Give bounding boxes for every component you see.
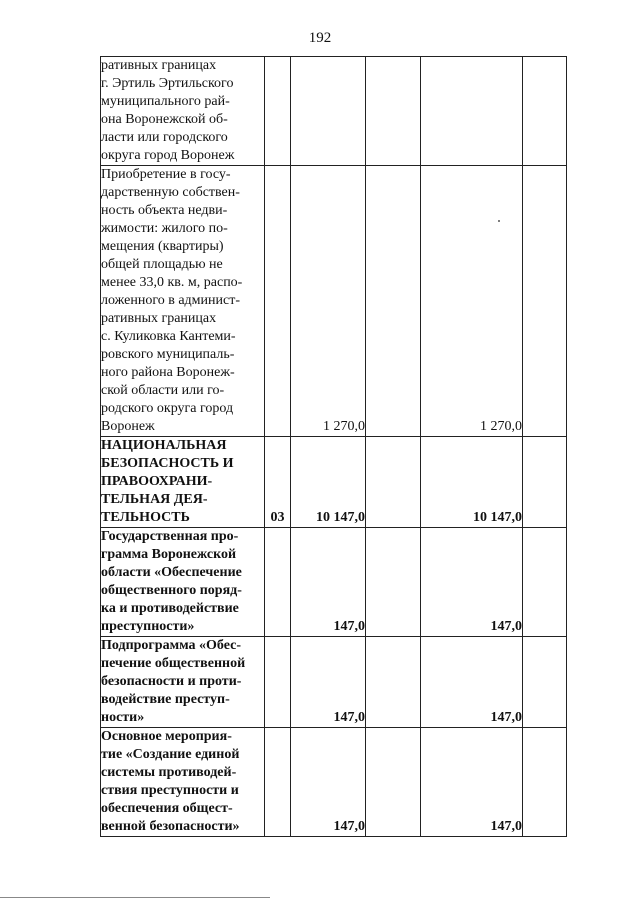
amount-total-cell: 147,0 xyxy=(421,728,523,837)
row-name-cell xyxy=(101,437,265,528)
empty-cell xyxy=(366,528,421,637)
amount-cell xyxy=(291,57,366,166)
empty-cell xyxy=(523,437,567,528)
scan-speck xyxy=(498,220,500,222)
empty-cell xyxy=(523,637,567,728)
amount-total-cell: 1 270,0 xyxy=(421,166,523,437)
amount-total-cell: 10 147,0 xyxy=(421,437,523,528)
amount-total-cell: 147,0 xyxy=(421,528,523,637)
section-code-cell xyxy=(265,637,291,728)
row-name-cell xyxy=(101,57,265,166)
table-row xyxy=(101,637,567,728)
row-name-cell xyxy=(101,728,265,837)
row-name: НАЦИОНАЛЬНАЯ БЕЗОПАСНОСТЬ И ПРАВООХРАНИ- ТЕЛЬНАЯ ДЕЯ- ТЕЛЬНОСТЬ xyxy=(101,438,234,525)
empty-cell xyxy=(523,728,567,837)
page-number: 192 xyxy=(308,30,332,46)
section-code-cell xyxy=(265,166,291,437)
amount-cell: 1 270,0 xyxy=(291,166,366,437)
row-name: Подпрограмма «Обес- печение общественной безопасности и проти- водействие преступ- ности» xyxy=(101,638,246,725)
amount-total-cell: 147,0 xyxy=(421,637,523,728)
section-code-cell xyxy=(265,528,291,637)
row-name-cell xyxy=(101,166,265,437)
amount-cell: 147,0 xyxy=(291,728,366,837)
amount-cell: 147,0 xyxy=(291,637,366,728)
table-row xyxy=(101,57,567,166)
row-name: ративных границах г. Эртиль Эртильского муниципального рай- она Воронежской об- ласти или городского округа город Воронеж xyxy=(101,58,235,163)
row-name: Государственная про- грамма Воронежской области «Обеспечение общественного поряд- ка и противодействие преступности» xyxy=(101,529,242,634)
section-code-cell xyxy=(265,728,291,837)
empty-cell xyxy=(366,437,421,528)
row-name-cell xyxy=(101,637,265,728)
empty-cell xyxy=(523,57,567,166)
section-code-cell: 03 xyxy=(265,437,291,528)
footnote-rule xyxy=(0,897,270,898)
amount-cell: 10 147,0 xyxy=(291,437,366,528)
row-name: Приобретение в госу- дарственную собствен- ность объекта недви- жимости: жилого по- мещения (квартиры) общей площадью не менее 33,0 кв. м, распо- ложенного в админист- ративных границах с. Куликовка Кантеми- ровского муниципаль- ного района Воронеж- ской области или го- родского округа город Воронеж xyxy=(101,167,243,434)
row-name: Основное мероприя- тие «Создание единой системы противодей- ствия преступности и обеспечения общест- венной безопасности» xyxy=(101,729,240,834)
empty-cell xyxy=(366,57,421,166)
empty-cell xyxy=(366,166,421,437)
table-row xyxy=(101,437,567,528)
empty-cell xyxy=(523,166,567,437)
budget-table xyxy=(100,56,567,837)
amount-cell: 147,0 xyxy=(291,528,366,637)
empty-cell xyxy=(523,528,567,637)
table-row xyxy=(101,528,567,637)
table-row xyxy=(101,728,567,837)
empty-cell xyxy=(366,637,421,728)
table-row xyxy=(101,166,567,437)
section-code-cell xyxy=(265,57,291,166)
row-name-cell xyxy=(101,528,265,637)
empty-cell xyxy=(366,728,421,837)
amount-total-cell xyxy=(421,57,523,166)
